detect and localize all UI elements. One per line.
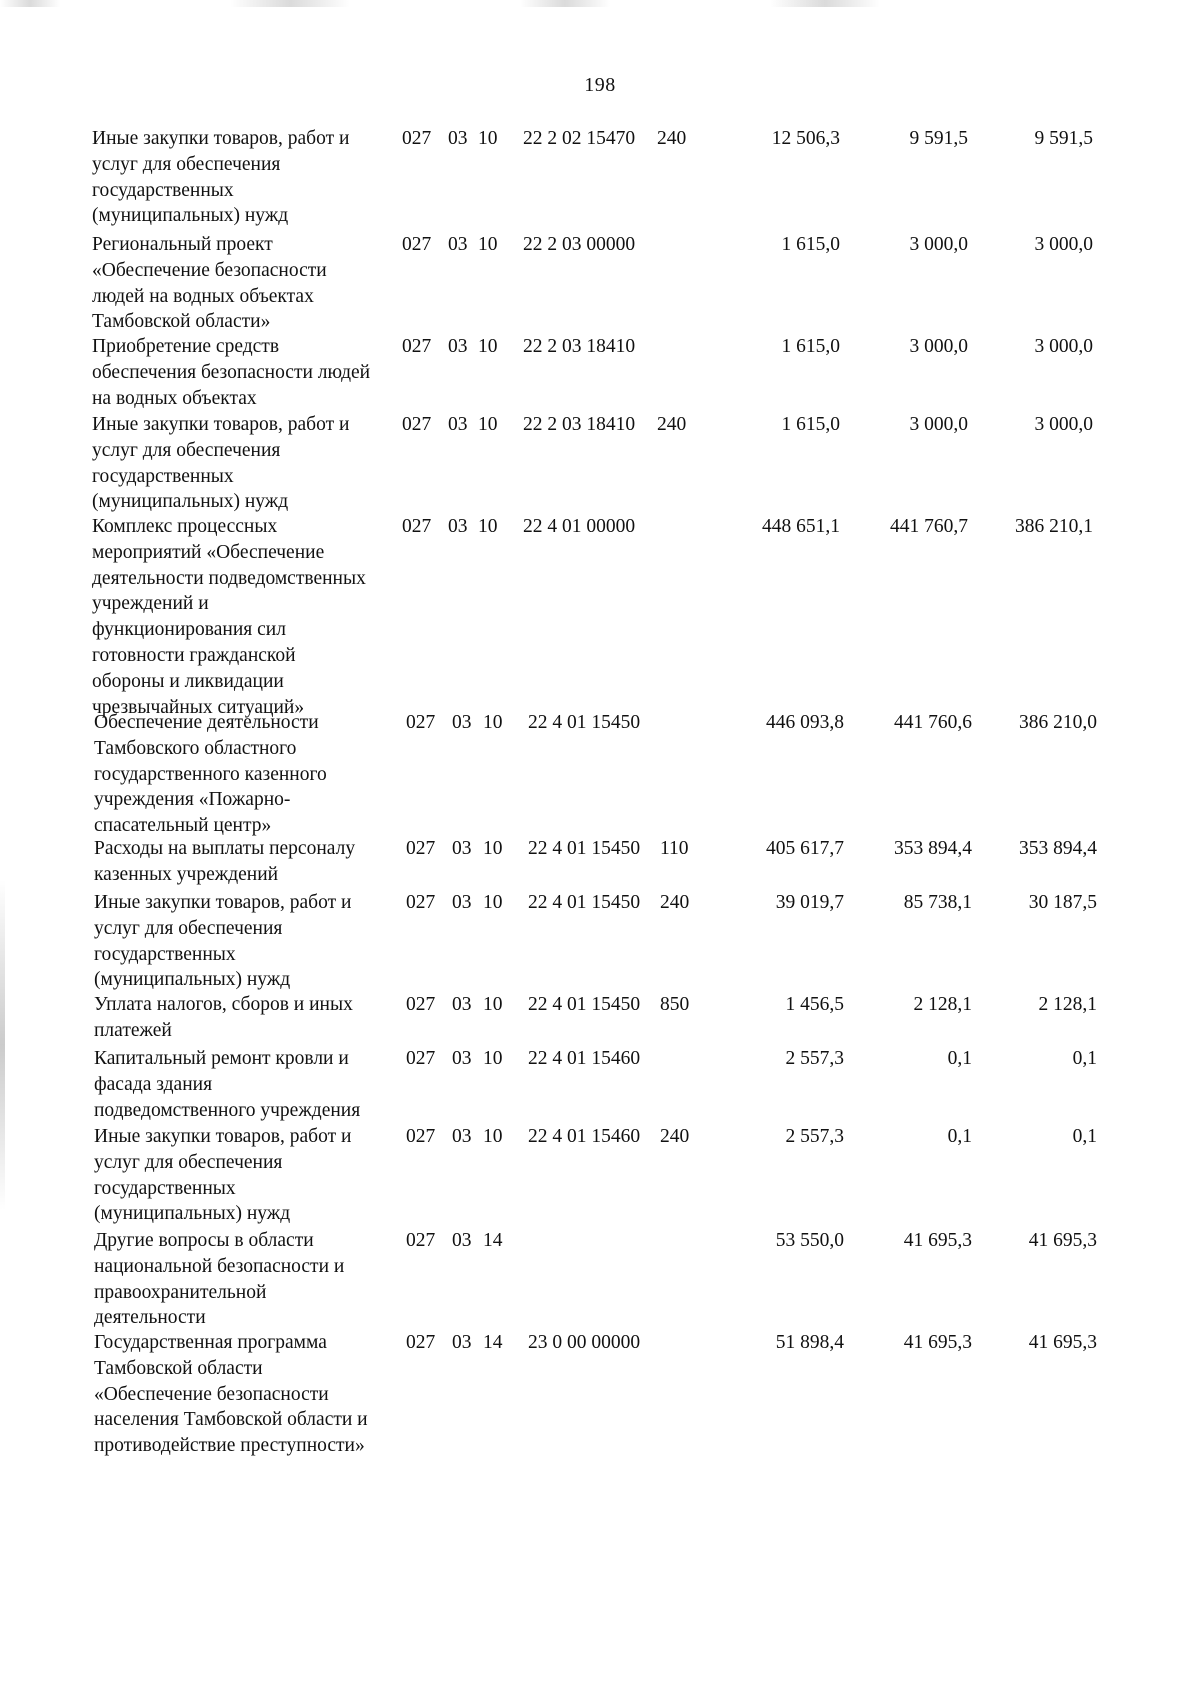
row-name-line: людей на водных объектах [92,285,314,307]
row-name-line: готовности гражданской [92,644,296,666]
cell-v1: 12 506,3 [771,128,840,149]
cell-pr: 10 [478,414,498,435]
cell-pr: 14 [483,1230,503,1251]
row-name-line: Расходы на выплаты персоналу [94,838,356,859]
row-name-line: «Обеспечение безопасности [94,1383,329,1405]
cell-rz: 03 [452,838,472,859]
cell-rz: 03 [448,234,468,255]
row-name [94,992,424,1044]
cell-vr: 110 [660,838,689,859]
cell-rz: 03 [448,414,468,435]
cell-adm: 027 [406,1332,436,1353]
row-name [94,890,424,993]
cell-csr: 23 0 00 00000 [528,1332,641,1353]
cell-adm: 027 [402,128,432,149]
row-name-line: чрезвычайных ситуаций» [92,696,305,718]
row-name-line: казенных учреждений [94,863,279,885]
row-name-line: (муниципальных) нужд [92,205,289,227]
cell-pr: 10 [483,1048,503,1069]
row-name-line: Тамбовского областного [94,737,297,759]
row-name-line: мероприятий «Обеспечение [92,541,325,563]
cell-csr: 22 4 01 00000 [523,516,636,537]
cell-rz: 03 [452,1048,472,1069]
cell-v2: 2 128,1 [913,994,972,1015]
cell-v3: 3 000,0 [1034,336,1093,357]
row-name-line: спасательный центр» [94,815,272,837]
cell-csr: 22 2 03 18410 [523,336,636,357]
row-name [94,1046,424,1123]
row-name-line: Иные закупки товаров, работ и [92,128,350,149]
row-name-line: обеспечения безопасности людей [92,361,371,383]
row-name [92,126,422,229]
cell-v3: 41 695,3 [1028,1332,1097,1353]
cell-rz: 03 [452,1126,472,1147]
cell-adm: 027 [406,892,436,913]
cell-pr: 10 [483,1126,503,1147]
row-name-line: услуг для обеспечения [94,917,283,939]
cell-csr: 22 2 02 15470 [523,128,636,149]
row-name-line: Иные закупки товаров, работ и [94,1126,352,1147]
cell-v3: 386 210,1 [1015,516,1093,537]
cell-vr: 240 [657,128,687,149]
row-name [94,836,424,888]
row-name [94,1228,424,1331]
scan-artifact-top [770,0,880,7]
cell-rz: 03 [452,712,472,733]
cell-v2: 441 760,6 [894,712,972,733]
row-name-line: учреждений и [92,593,209,615]
cell-csr: 22 4 01 15460 [528,1048,641,1069]
cell-v1: 39 019,7 [775,892,844,913]
cell-rz: 03 [452,1332,472,1353]
row-name-line: учреждения «Пожарно- [94,789,291,811]
cell-v3: 30 187,5 [1028,892,1097,913]
cell-csr: 22 2 03 18410 [523,414,636,435]
row-name [92,514,422,720]
cell-vr: 850 [660,994,690,1015]
scan-artifact-top [520,0,610,7]
cell-v3: 3 000,0 [1034,234,1093,255]
row-name-line: Обеспечение деятельности [94,712,319,733]
cell-v1: 2 557,3 [785,1126,844,1147]
row-name-line: платежей [94,1019,172,1041]
cell-csr: 22 4 01 15450 [528,892,641,913]
scan-artifact-top [0,0,60,7]
cell-v2: 3 000,0 [909,336,968,357]
row-name-line: «Обеспечение безопасности [92,259,327,281]
cell-v1: 1 615,0 [781,414,840,435]
row-name-line: Тамбовской области» [92,311,271,333]
cell-rz: 03 [448,336,468,357]
page-number: 198 [584,74,616,96]
row-name-line: деятельности подведомственных [92,567,366,589]
row-name-line: правоохранительной [94,1281,267,1303]
row-name-line: государственных [92,465,234,487]
cell-csr: 22 4 01 15450 [528,838,641,859]
cell-v1: 1 456,5 [785,994,844,1015]
cell-v2: 41 695,3 [903,1332,972,1353]
row-name-line: обороны и ликвидации [92,670,284,692]
cell-pr: 14 [483,1332,503,1353]
row-name [94,1124,424,1227]
cell-pr: 10 [478,516,498,537]
cell-v2: 0,1 [947,1126,972,1147]
row-name-line: государственного казенного [94,763,327,785]
cell-adm: 027 [406,1048,436,1069]
cell-v3: 9 591,5 [1034,128,1093,149]
row-name-line: услуг для обеспечения [92,439,281,461]
scan-artifact-edge [0,880,5,1210]
row-name-line: (муниципальных) нужд [92,491,289,513]
cell-v3: 0,1 [1072,1126,1097,1147]
row-name-line: государственных [92,179,234,201]
row-name-line: Комплекс процессных [92,516,278,537]
row-name-line: Уплата налогов, сборов и иных [94,994,353,1015]
cell-v2: 353 894,4 [894,838,972,859]
cell-v1: 1 615,0 [781,234,840,255]
cell-v2: 41 695,3 [903,1230,972,1251]
cell-v2: 3 000,0 [909,234,968,255]
cell-rz: 03 [452,994,472,1015]
cell-pr: 10 [483,994,503,1015]
row-name-line: Иные закупки товаров, работ и [94,892,352,913]
row-name [92,412,422,515]
row-name [94,1330,424,1459]
row-name-line: государственных [94,943,236,965]
cell-adm: 027 [402,414,432,435]
row-name-line: Другие вопросы в области [94,1230,314,1251]
cell-v1: 51 898,4 [775,1332,844,1353]
row-name-line: Приобретение средств [92,336,280,357]
row-name [94,710,424,839]
cell-adm: 027 [406,838,436,859]
cell-pr: 10 [478,234,498,255]
cell-v1: 405 617,7 [766,838,844,859]
row-name-line: противодействие преступности» [94,1435,365,1457]
cell-adm: 027 [406,1230,436,1251]
cell-pr: 10 [478,128,498,149]
cell-v3: 3 000,0 [1034,414,1093,435]
cell-pr: 10 [483,712,503,733]
row-name-line: государственных [94,1177,236,1199]
cell-vr: 240 [657,414,687,435]
cell-pr: 10 [478,336,498,357]
cell-v2: 3 000,0 [909,414,968,435]
cell-csr: 22 4 01 15450 [528,994,641,1015]
cell-v2: 441 760,7 [890,516,968,537]
cell-csr: 22 4 01 15450 [528,712,641,733]
cell-v1: 446 093,8 [766,712,844,733]
row-name-line: населения Тамбовской области и [94,1409,368,1431]
cell-rz: 03 [452,892,472,913]
cell-v1: 53 550,0 [775,1230,844,1251]
cell-v3: 41 695,3 [1028,1230,1097,1251]
row-name-line: Тамбовской области [94,1357,263,1379]
row-name [92,232,422,335]
cell-csr: 22 4 01 15460 [528,1126,641,1147]
cell-adm: 027 [402,336,432,357]
cell-vr: 240 [660,892,690,913]
row-name-line: Капитальный ремонт кровли и [94,1048,349,1069]
row-name-line: услуг для обеспечения [92,153,281,175]
cell-rz: 03 [448,516,468,537]
cell-v3: 0,1 [1072,1048,1097,1069]
cell-rz: 03 [448,128,468,149]
cell-pr: 10 [483,838,503,859]
cell-rz: 03 [452,1230,472,1251]
row-name-line: услуг для обеспечения [94,1151,283,1173]
cell-pr: 10 [483,892,503,913]
cell-v1: 2 557,3 [785,1048,844,1069]
cell-v2: 9 591,5 [909,128,968,149]
cell-vr: 240 [660,1126,690,1147]
cell-v3: 2 128,1 [1038,994,1097,1015]
row-name-line: функционирования сил [92,619,286,641]
cell-adm: 027 [406,712,436,733]
cell-adm: 027 [406,994,436,1015]
scan-artifact-top [230,0,350,7]
cell-v1: 448 651,1 [762,516,840,537]
row-name-line: Региональный проект [92,234,273,255]
cell-adm: 027 [402,516,432,537]
cell-v1: 1 615,0 [781,336,840,357]
row-name-line: фасада здания [94,1073,213,1095]
row-name-line: подведомственного учреждения [94,1099,361,1121]
cell-csr: 22 2 03 00000 [523,234,636,255]
row-name-line: национальной безопасности и [94,1255,345,1277]
row-name-line: деятельности [94,1307,206,1329]
cell-v3: 386 210,0 [1019,712,1097,733]
row-name [92,334,422,411]
row-name-line: на водных объектах [92,387,257,409]
cell-v2: 0,1 [947,1048,972,1069]
cell-adm: 027 [402,234,432,255]
cell-v2: 85 738,1 [903,892,972,913]
row-name-line: (муниципальных) нужд [94,969,291,991]
cell-v3: 353 894,4 [1019,838,1097,859]
row-name-line: Государственная программа [94,1332,327,1353]
cell-adm: 027 [406,1126,436,1147]
row-name-line: (муниципальных) нужд [94,1203,291,1225]
row-name-line: Иные закупки товаров, работ и [92,414,350,435]
